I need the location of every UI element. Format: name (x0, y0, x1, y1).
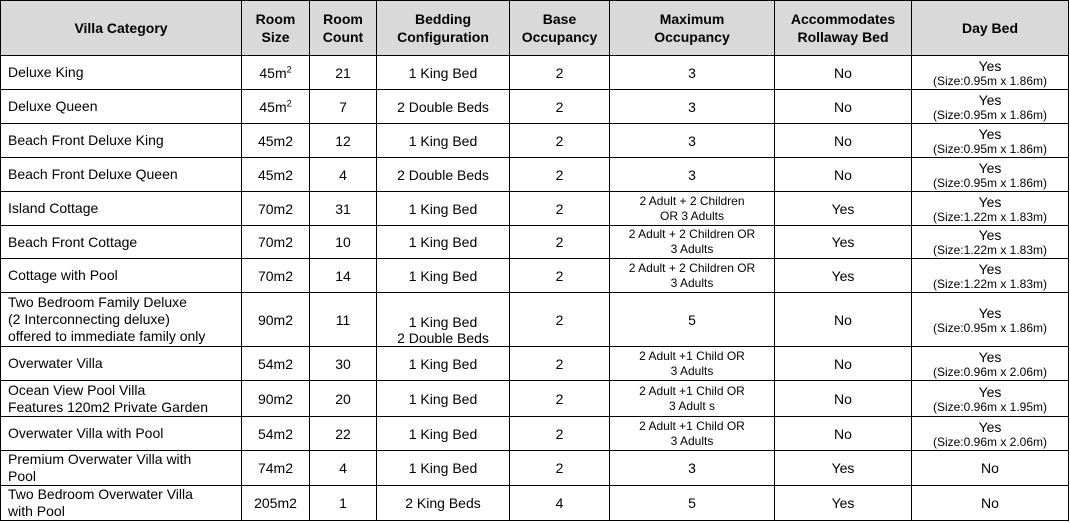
max-occupancy-cell: 2 Adult + 2 Children OR 3 Adults (610, 226, 775, 259)
room-size-cell: 45m2 (242, 124, 310, 158)
room-size-cell: $45m^2$ (242, 56, 310, 90)
max-occupancy-cell: 3 (610, 124, 775, 158)
room-size-cell: 54m2 (242, 347, 310, 381)
max-occupancy-cell: 2 Adult + 2 Children OR 3 Adults (610, 259, 775, 293)
villa-category-cell: Two Bedroom Overwater Villa with Pool (1, 486, 242, 521)
villa-category-cell: Deluxe Queen (1, 90, 242, 124)
bedding-cell: 1 King Bed (377, 259, 510, 293)
max-occupancy-cell: 3 (610, 158, 775, 192)
rollaway-cell: No (775, 90, 912, 124)
header-bedding-configuration: Bedding Configuration (377, 1, 510, 56)
day-bed-cell: Yes (Size:0.96m x 2.06m) (912, 347, 1069, 381)
bedding-cell: 2 King Beds (377, 486, 510, 521)
room-size-cell: 54m2 (242, 417, 310, 451)
room-size-cell: 74m2 (242, 451, 310, 486)
day-bed-cell: Yes (Size:0.96m x 1.95m) (912, 381, 1069, 417)
max-occupancy-cell: 2 Adult +1 Child OR 3 Adults (610, 417, 775, 451)
bedding-cell: 1 King Bed (377, 192, 510, 226)
room-count-cell: 31 (310, 192, 377, 226)
table-row (1, 259, 1069, 293)
max-occupancy-cell: 2 Adult +1 Child OR 3 Adults (610, 347, 775, 381)
table-row (1, 293, 1069, 347)
base-occupancy-cell: 2 (510, 56, 610, 90)
header-villa-category: Villa Category (1, 1, 242, 56)
villa-category-cell: Two Bedroom Family Deluxe (2 Interconnecting deluxe) offered to immediate family only (1, 293, 242, 347)
day-bed-cell: Yes (Size:0.96m x 2.06m) (912, 417, 1069, 451)
table-row (1, 56, 1069, 90)
base-occupancy-cell: 2 (510, 124, 610, 158)
table-row (1, 90, 1069, 124)
max-occupancy-cell: 3 (610, 56, 775, 90)
max-occupancy-cell: 3 (610, 451, 775, 486)
bedding-cell: 1 King Bed (377, 381, 510, 417)
rollaway-cell: No (775, 56, 912, 90)
table-row (1, 226, 1069, 259)
room-size-cell: 70m2 (242, 259, 310, 293)
room-size-cell: 45m2 (242, 158, 310, 192)
max-occupancy-cell: 3 (610, 90, 775, 124)
day-bed-cell: Yes (Size:0.95m x 1.86m) (912, 124, 1069, 158)
header-room-size: Room Size (242, 1, 310, 56)
rollaway-cell: Yes (775, 451, 912, 486)
bedding-cell: 1 King Bed (377, 226, 510, 259)
room-size-cell: 90m2 (242, 381, 310, 417)
room-size-cell: 70m2 (242, 226, 310, 259)
rollaway-cell: No (775, 417, 912, 451)
rollaway-cell: No (775, 124, 912, 158)
room-count-cell: 12 (310, 124, 377, 158)
day-bed-cell: No (912, 451, 1069, 486)
rollaway-cell: No (775, 347, 912, 381)
villa-category-cell: Deluxe King (1, 56, 242, 90)
table-row (1, 347, 1069, 381)
table-row (1, 486, 1069, 521)
header-rollaway-bed: Accommodates Rollaway Bed (775, 1, 912, 56)
base-occupancy-cell: 4 (510, 486, 610, 521)
rollaway-cell: No (775, 158, 912, 192)
room-count-cell: 4 (310, 158, 377, 192)
room-count-cell: 10 (310, 226, 377, 259)
rollaway-cell: Yes (775, 486, 912, 521)
bedding-cell: 1 King Bed 2 Double Beds (377, 293, 510, 347)
villa-category-cell: Ocean View Pool Villa Features 120m2 Private Garden (1, 381, 242, 417)
base-occupancy-cell: 2 (510, 293, 610, 347)
villa-category-cell: Overwater Villa (1, 347, 242, 381)
bedding-cell: 1 King Bed (377, 347, 510, 381)
room-size-cell: $45m^2$ (242, 90, 310, 124)
villa-category-cell: Cottage with Pool (1, 259, 242, 293)
rollaway-cell: Yes (775, 192, 912, 226)
max-occupancy-cell: 5 (610, 293, 775, 347)
table-row (1, 158, 1069, 192)
room-size-cell: 90m2 (242, 293, 310, 347)
room-count-cell: 14 (310, 259, 377, 293)
base-occupancy-cell: 2 (510, 381, 610, 417)
bedding-cell: 1 King Bed (377, 417, 510, 451)
base-occupancy-cell: 2 (510, 417, 610, 451)
room-count-cell: 21 (310, 56, 377, 90)
villa-category-cell: Island Cottage (1, 192, 242, 226)
header-room-count: Room Count (310, 1, 377, 56)
header-base-occupancy: Base Occupancy (510, 1, 610, 56)
day-bed-cell: No (912, 486, 1069, 521)
room-count-cell: 7 (310, 90, 377, 124)
room-count-cell: 30 (310, 347, 377, 381)
day-bed-cell: Yes (Size:1.22m x 1.83m) (912, 192, 1069, 226)
room-count-cell: 1 (310, 486, 377, 521)
base-occupancy-cell: 2 (510, 90, 610, 124)
bedding-cell: 2 Double Beds (377, 158, 510, 192)
base-occupancy-cell: 2 (510, 226, 610, 259)
day-bed-cell: Yes (Size:1.22m x 1.83m) (912, 259, 1069, 293)
rollaway-cell: Yes (775, 259, 912, 293)
rollaway-cell: Yes (775, 226, 912, 259)
room-count-cell: 22 (310, 417, 377, 451)
header-maximum-occupancy: Maximum Occupancy (610, 1, 775, 56)
bedding-cell: 1 King Bed (377, 56, 510, 90)
max-occupancy-cell: 2 Adult +1 Child OR 3 Adult s (610, 381, 775, 417)
villa-category-cell: Beach Front Deluxe Queen (1, 158, 242, 192)
room-size-cell: 70m2 (242, 192, 310, 226)
villa-category-cell: Beach Front Deluxe King (1, 124, 242, 158)
rollaway-cell: No (775, 293, 912, 347)
villa-category-cell: Premium Overwater Villa with Pool (1, 451, 242, 486)
day-bed-cell: Yes (Size:1.22m x 1.83m) (912, 226, 1069, 259)
day-bed-cell: Yes (Size:0.95m x 1.86m) (912, 293, 1069, 347)
bedding-cell: 1 King Bed (377, 451, 510, 486)
bedding-cell: 2 Double Beds (377, 90, 510, 124)
max-occupancy-cell: 5 (610, 486, 775, 521)
table-row (1, 451, 1069, 486)
table-row (1, 381, 1069, 417)
day-bed-cell: Yes (Size:0.95m x 1.86m) (912, 56, 1069, 90)
header-row (1, 1, 1069, 56)
base-occupancy-cell: 2 (510, 158, 610, 192)
base-occupancy-cell: 2 (510, 259, 610, 293)
table-row (1, 192, 1069, 226)
day-bed-cell: Yes (Size:0.95m x 1.86m) (912, 90, 1069, 124)
bedding-cell: 1 King Bed (377, 124, 510, 158)
base-occupancy-cell: 2 (510, 347, 610, 381)
room-size-cell: 205m2 (242, 486, 310, 521)
villa-category-cell: Beach Front Cottage (1, 226, 242, 259)
max-occupancy-cell: 2 Adult + 2 Children OR 3 Adults (610, 192, 775, 226)
villa-category-cell: Overwater Villa with Pool (1, 417, 242, 451)
header-day-bed: Day Bed (912, 1, 1069, 56)
base-occupancy-cell: 2 (510, 192, 610, 226)
table-row (1, 417, 1069, 451)
rollaway-cell: No (775, 381, 912, 417)
room-count-cell: 4 (310, 451, 377, 486)
table-row (1, 124, 1069, 158)
base-occupancy-cell: 2 (510, 451, 610, 486)
day-bed-cell: Yes (Size:0.95m x 1.86m) (912, 158, 1069, 192)
room-count-cell: 11 (310, 293, 377, 347)
room-count-cell: 20 (310, 381, 377, 417)
